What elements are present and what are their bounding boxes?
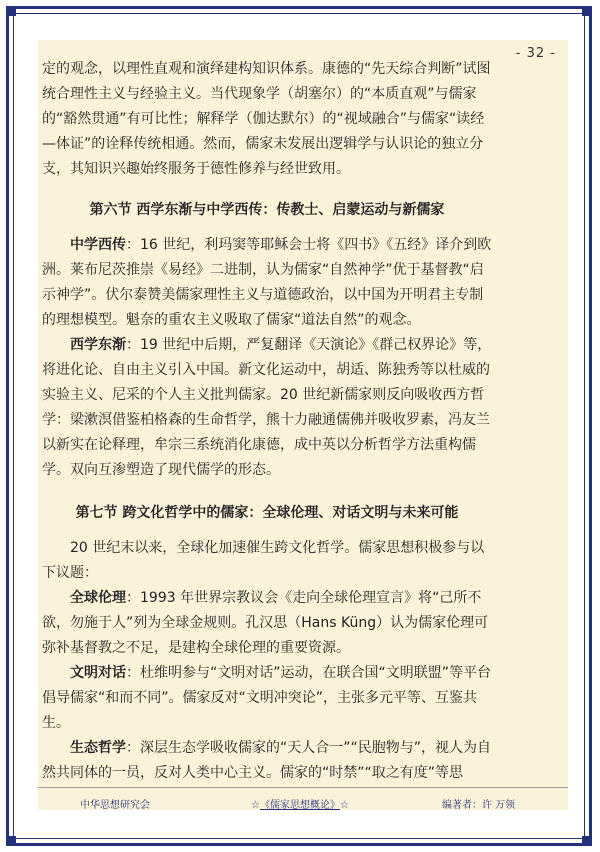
section-7-heading: 第七节 跨文化哲学中的儒家：全球伦理、对话文明与未来可能 <box>75 505 459 521</box>
term-label: 西学东渐 <box>70 337 126 353</box>
star-icon: ☆ <box>251 800 260 811</box>
section-7-paragraph-3 <box>42 736 492 786</box>
paragraph-body: ：深层生态学吸收儒家的“天人合一”“民胞物与”，视人为自然共同体的一员，反对人类中心主义。儒家的“时禁”“取之有度”等思 <box>42 740 492 781</box>
section-7-paragraph-2 <box>42 661 492 736</box>
paragraph-body: ：19 世纪中后期，严复翻译《天演论》《群己权界论》等，将进化论、自由主义引入中国。新文化运动中，胡适、陈独秀等以杜威的实验主义、尼采的个人主义批判儒家。20 世纪新儒家则反向吸收西方哲学：梁漱溟借鉴柏格森的生命哲学，熊十力融通儒佛并吸收罗素，冯友兰以新实在论释理，牟宗三系统消化康德，成中英以分析哲学方法重构儒学。双向互渗塑造了现代儒学的形态。 <box>42 337 492 478</box>
corner-ornament <box>582 6 592 16</box>
section-7-paragraph-1 <box>42 586 492 661</box>
section-6-paragraph-2 <box>42 333 492 483</box>
corner-ornament <box>6 6 16 16</box>
paragraph-body: ：16 世纪，利玛窦等耶稣会士将《四书》《五经》译介到欧洲。莱布尼茨推崇《易经》二进制，认为儒家“自然神学”优于基督教“启示神学”。伏尔泰赞美儒家理性主义与道德政治，以中国为开明君主专制的理想模型。魁奈的重农主义吸取了儒家“道法自然”的观念。 <box>42 237 492 328</box>
term-label: 文明对话 <box>70 665 126 681</box>
term-label: 全球伦理 <box>70 590 126 606</box>
term-label: 生态哲学 <box>70 740 126 756</box>
body-text <box>42 57 492 786</box>
page-number: - 32 - <box>515 46 556 61</box>
corner-ornament <box>582 836 592 846</box>
term-label: 中学西传 <box>70 237 126 253</box>
section-6-heading: 第六节 西学东渐与中学西传：传教士、启蒙运动与新儒家 <box>89 202 445 218</box>
paragraph-body: ：1993 年世界宗教议会《走向全球伦理宣言》将“己所不欲，勿施于人”列为全球金规则。孔汉思（Hans Küng）认为儒家伦理可弥补基督教之不足，是建构全球伦理的重要资源。 <box>42 590 489 656</box>
book-title-link[interactable]: 《儒家思想概论》 <box>260 800 340 811</box>
star-icon: ☆ <box>340 800 349 811</box>
footer-divider <box>38 787 568 788</box>
footer-author: 编著者：许 万领 <box>442 800 516 811</box>
section-7-intro: 20 世纪末以来，全球化加速催生跨文化哲学。儒家思想积极参与以下议题： <box>42 540 485 581</box>
corner-ornament <box>6 836 16 846</box>
paragraph-body: ：杜维明参与“文明对话”运动，在联合国“文明联盟”等平台倡导儒家“和而不同”。儒家反对“文明冲突论”，主张多元平等、互鉴共生。 <box>42 665 492 731</box>
footer-organization: 中华思想研究会 <box>80 800 150 811</box>
section-6-paragraph-1 <box>42 233 492 333</box>
intro-paragraph: 定的观念，以理性直观和演绎建构知识体系。康德的“先天综合判断”试图统合理性主义与经验主义。当代现象学（胡塞尔）的“本质直观”与儒家的“豁然贯通”有可比性；解释学（伽达默尔）的“视域融合”与儒家“读经—体证”的诠释传统相通。然而，儒家未发展出逻辑学与认识论的独立分支，其知识兴趣始终服务于德性修养与经世致用。 <box>42 61 491 177</box>
